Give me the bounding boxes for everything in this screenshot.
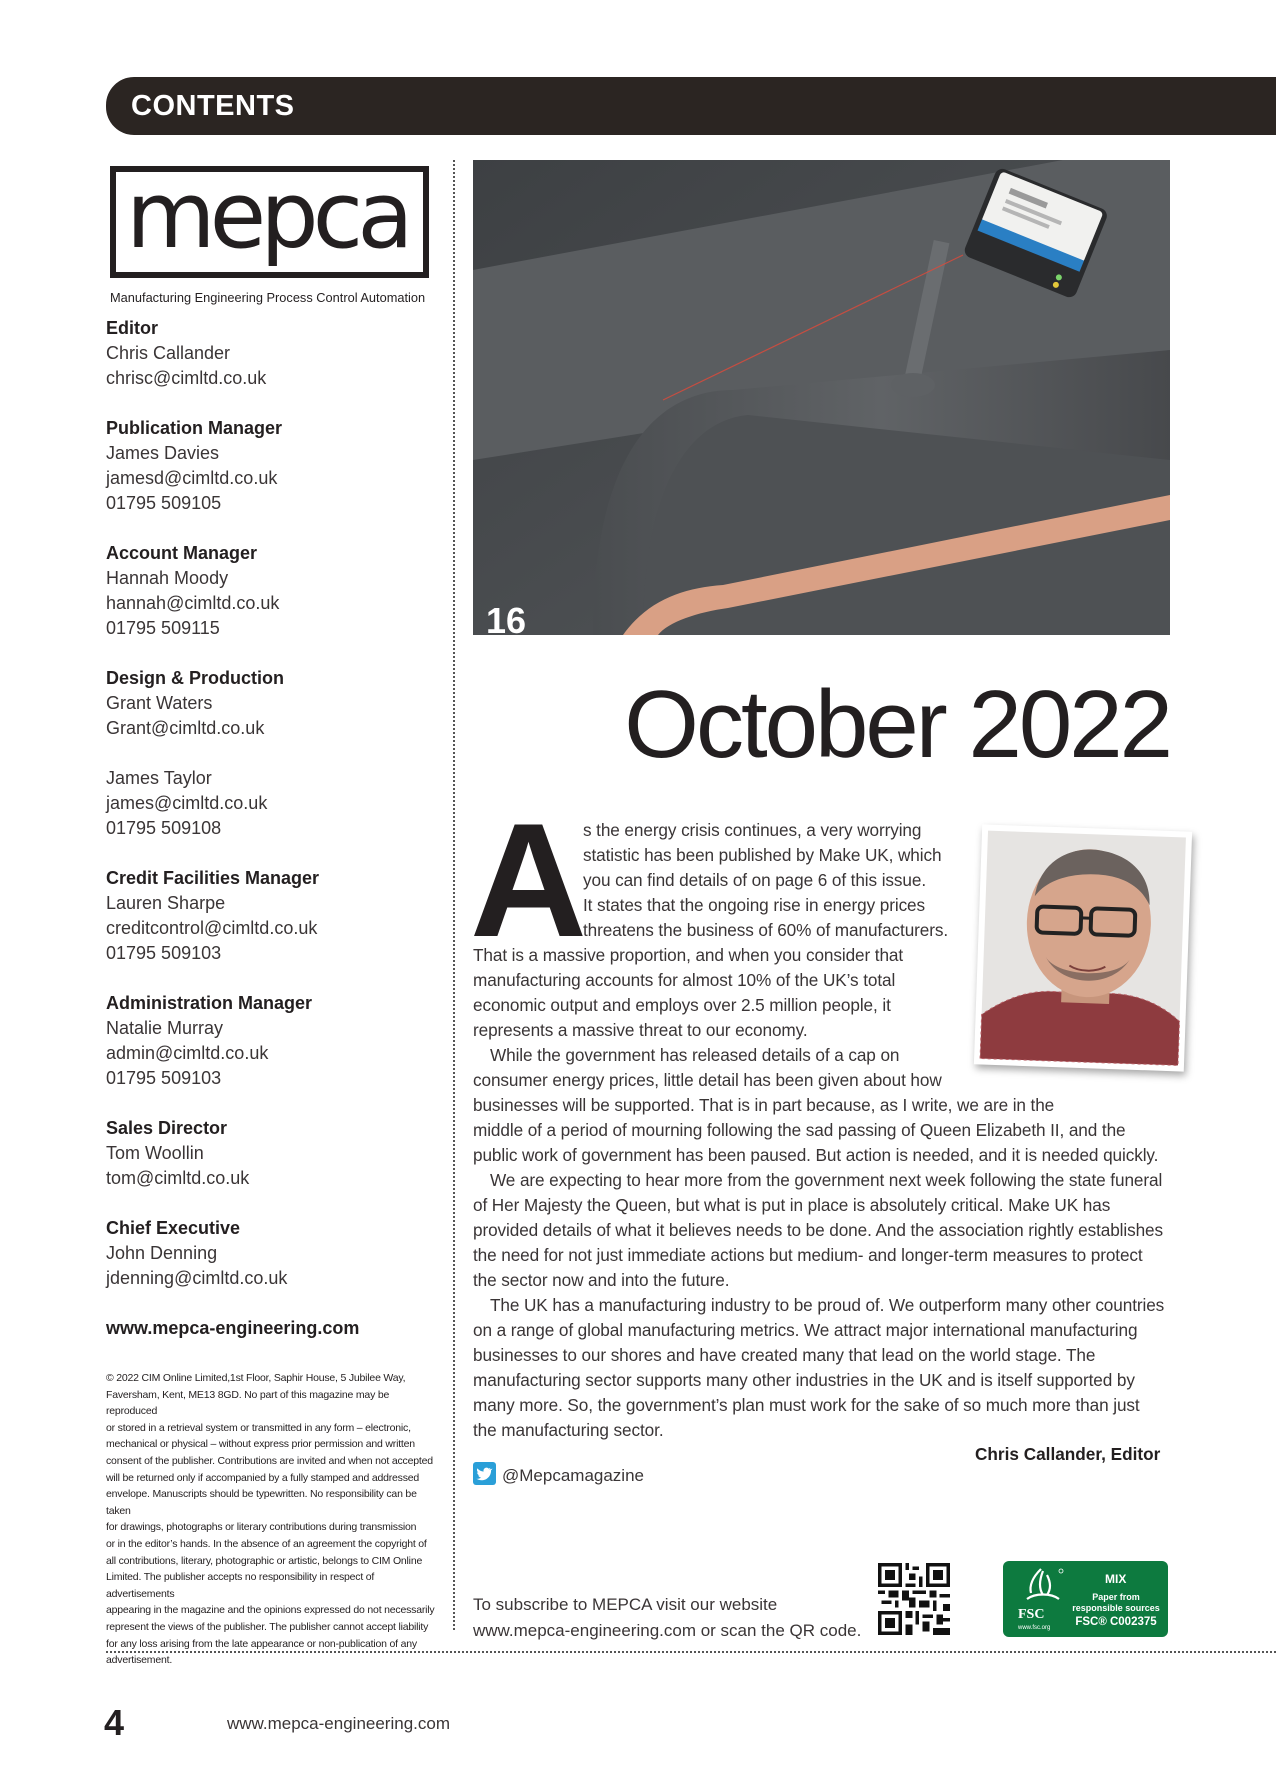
hero-image[interactable]: [473, 160, 1170, 635]
staff-role: Chief Executive: [106, 1218, 241, 1238]
staff-design-production-2: [106, 766, 267, 841]
staff-role: Publication Manager: [106, 418, 283, 438]
issue-headline: October 2022: [624, 671, 1170, 778]
staff-name: Tom Woollin: [106, 1143, 204, 1163]
staff-name: Hannah Moody: [106, 568, 229, 588]
article-line: s the energy crisis continues, a very worrying: [583, 820, 922, 840]
copyright-line: or in the editor’s hands. In the absence of an agreement the copyright of: [106, 1537, 427, 1550]
fsc-label: FSC: [1018, 1607, 1045, 1622]
staff-role: Design & Production: [106, 668, 285, 688]
copyright-line: all contributions, literary, photographic or artistic, belongs to CIM Online: [106, 1554, 423, 1567]
staff-name: John Denning: [106, 1243, 218, 1263]
mepca-logo: mepca: [126, 162, 408, 269]
article-line: The UK has a manufacturing industry to be proud of. We outperform many other countries: [490, 1295, 1165, 1315]
article-line: of Her Majesty the Queen, but what is put in place is absolutely critical. Make UK has: [473, 1195, 1111, 1215]
column-divider: [453, 160, 455, 1630]
drop-cap: A: [470, 790, 587, 971]
staff-account-manager: [106, 541, 279, 641]
staff-name: Natalie Murray: [106, 1018, 224, 1038]
article-line: on a range of global manufacturing metrics. We attract major international manufacturing: [473, 1320, 1138, 1340]
article-line: manufacturing accounts for almost 10% of the UK’s total: [473, 970, 896, 990]
article-line: That is a massive proportion, and when you consider that: [473, 945, 904, 965]
logo-tagline: Manufacturing Engineering Process Control Automation: [110, 290, 426, 305]
article-line: the sector now and into the future.: [473, 1270, 730, 1290]
article-line: middle of a period of mourning following the sad passing of Queen Elizabeth II, and the: [473, 1120, 1126, 1140]
staff-email[interactable]: jamesd@cimltd.co.uk: [106, 468, 278, 488]
staff-name: Grant Waters: [106, 693, 213, 713]
section-title: CONTENTS: [131, 90, 295, 122]
fsc-url: www.fsc.org: [1018, 1625, 1051, 1631]
staff-credit-facilities-manager: [106, 866, 319, 966]
staff-email[interactable]: admin@cimltd.co.uk: [106, 1043, 269, 1063]
hero-page-ref[interactable]: 16: [486, 600, 527, 641]
fsc-mix: MIX: [1105, 1572, 1127, 1586]
article-line: public work of government has been paused. But action is needed, and it is needed quickly.: [473, 1145, 1159, 1165]
staff-phone: 01795 509108: [106, 818, 222, 838]
staff-phone: 01795 509103: [106, 943, 222, 963]
staff-chief-executive: [106, 1216, 287, 1291]
article-line: statistic has been published by Make UK, which: [583, 845, 942, 865]
editor-portrait: [974, 824, 1192, 1071]
copyright-line: Limited. The publisher accepts no responsibility in respect of advertisements: [106, 1571, 375, 1600]
staff-phone: 01795 509103: [106, 1068, 222, 1088]
fsc-code: FSC® C002375: [1075, 1616, 1157, 1628]
footer-divider: [106, 1651, 1276, 1653]
article-line: manufacturing sector supports many other industries in the UK and is itself supported by: [473, 1370, 1135, 1390]
article-line: While the government has released details of a cap on: [490, 1045, 900, 1065]
staff-sales-director: [106, 1116, 249, 1191]
article-line: many more. So, the government’s plan must work for the sake of so much more than just: [473, 1395, 1140, 1415]
article-line: threatens the business of 60% of manufacturers.: [583, 920, 949, 940]
staff-email[interactable]: tom@cimltd.co.uk: [106, 1168, 250, 1188]
article-line: represents a massive threat to our economy.: [473, 1020, 808, 1040]
staff-phone: 01795 509115: [106, 618, 220, 638]
staff-email[interactable]: hannah@cimltd.co.uk: [106, 593, 280, 613]
copyright-line: or stored in a retrieval system or transmitted in any form – electronic,: [106, 1421, 411, 1434]
staff-publication-manager: [106, 416, 282, 516]
staff-email[interactable]: james@cimltd.co.uk: [106, 793, 268, 813]
staff-editor: [106, 316, 266, 391]
article-line: the need for not just immediate actions but medium- and longer-term measures to protect: [473, 1245, 1143, 1265]
copyright-line: for any loss arising from the late appearance or non-publication of any: [106, 1637, 417, 1650]
subscribe-line: To subscribe to MEPCA visit our website: [473, 1595, 778, 1614]
article-line: businesses will be supported. That is in part because, as I write, we are in the: [473, 1095, 1055, 1115]
article-line: We are expecting to hear more from the government next week following the state funeral: [490, 1170, 1163, 1190]
staff-role: Editor: [106, 318, 158, 338]
article-line: economic output and employs over 2.5 million people, it: [473, 995, 891, 1015]
staff-design-production: [106, 666, 284, 741]
staff-administration-manager: [106, 991, 312, 1091]
copyright-line: will be returned only if accompanied by a fully stamped and addressed: [106, 1471, 420, 1484]
page-number: 4: [104, 1702, 125, 1743]
editor-signature: Chris Callander, Editor: [975, 1444, 1161, 1464]
qr-code-icon: [878, 1563, 950, 1635]
staff-name: James Taylor: [106, 768, 212, 788]
copyright-line: mechanical or physical – without express prior permission and written: [106, 1438, 415, 1451]
staff-name: Lauren Sharpe: [106, 893, 226, 913]
staff-role: Credit Facilities Manager: [106, 868, 320, 888]
editor-portrait-illustration: [974, 824, 1192, 1071]
fsc-tree-icon: [1013, 1565, 1073, 1613]
copyright-line: appearing in the magazine and the opinions expressed do not necessarily: [106, 1604, 435, 1617]
staff-name: Chris Callander: [106, 343, 231, 363]
staff-email[interactable]: Grant@cimltd.co.uk: [106, 718, 265, 738]
fsc-paper-line: Paper from: [1092, 1592, 1140, 1602]
hero-illustration: [473, 160, 1170, 635]
fsc-paper-line: responsible sources: [1072, 1603, 1160, 1613]
staff-role: Administration Manager: [106, 993, 313, 1013]
article-line: It states that the ongoing rise in energy prices: [583, 895, 926, 915]
copyright-line: consent of the publisher. Contributions are invited and when not accepted: [106, 1454, 433, 1467]
twitter-handle[interactable]: @Mepcamagazine: [502, 1466, 644, 1485]
article-line: consumer energy prices, little detail has been given about how: [473, 1070, 942, 1090]
staff-role: Sales Director: [106, 1118, 228, 1138]
twitter-bird-icon: [473, 1462, 496, 1485]
subscribe-link[interactable]: www.mepca-engineering.com or scan the QR code.: [473, 1621, 862, 1640]
article-line: you can find details of on page 6 of this issue.: [583, 870, 926, 890]
twitter-icon[interactable]: [473, 1462, 496, 1485]
copyright-line: for drawings, photographs or literary contributions during transmission: [106, 1521, 417, 1534]
article-line: businesses to our shores and have created many that lead on the world stage. The: [473, 1345, 1096, 1365]
article-line: the manufacturing sector.: [473, 1420, 664, 1440]
staff-email[interactable]: jdenning@cimltd.co.uk: [106, 1268, 288, 1288]
copyright-line: Faversham, Kent, ME13 8GD. No part of this magazine may be reproduced: [106, 1388, 390, 1418]
subscribe-text: [473, 1592, 861, 1644]
copyright-line: envelope. Manuscripts should be typewritten. No responsibility can be taken: [106, 1488, 417, 1517]
website-link[interactable]: www.mepca-engineering.com: [106, 1318, 360, 1338]
footer-url[interactable]: www.mepca-engineering.com: [227, 1714, 450, 1733]
copyright-line: advertisement.: [106, 1654, 173, 1667]
staff-name: James Davies: [106, 443, 220, 463]
article-line: provided details of what it believes needs to be done. And the association rightly establishes: [473, 1220, 1164, 1240]
copyright-line: represent the views of the publisher. The publisher cannot accept liability: [106, 1620, 429, 1633]
staff-email[interactable]: chrisc@cimltd.co.uk: [106, 368, 267, 388]
staff-phone: 01795 509105: [106, 493, 222, 513]
qr-code[interactable]: [878, 1563, 950, 1635]
copyright-notice: [106, 1370, 436, 1669]
copyright-line: © 2022 CIM Online Limited,1st Floor, Saphir House, 5 Jubilee Way,: [106, 1372, 406, 1384]
staff-email[interactable]: creditcontrol@cimltd.co.uk: [106, 918, 318, 938]
staff-role: Account Manager: [106, 543, 258, 563]
fsc-paper-text: [1070, 1592, 1162, 1614]
